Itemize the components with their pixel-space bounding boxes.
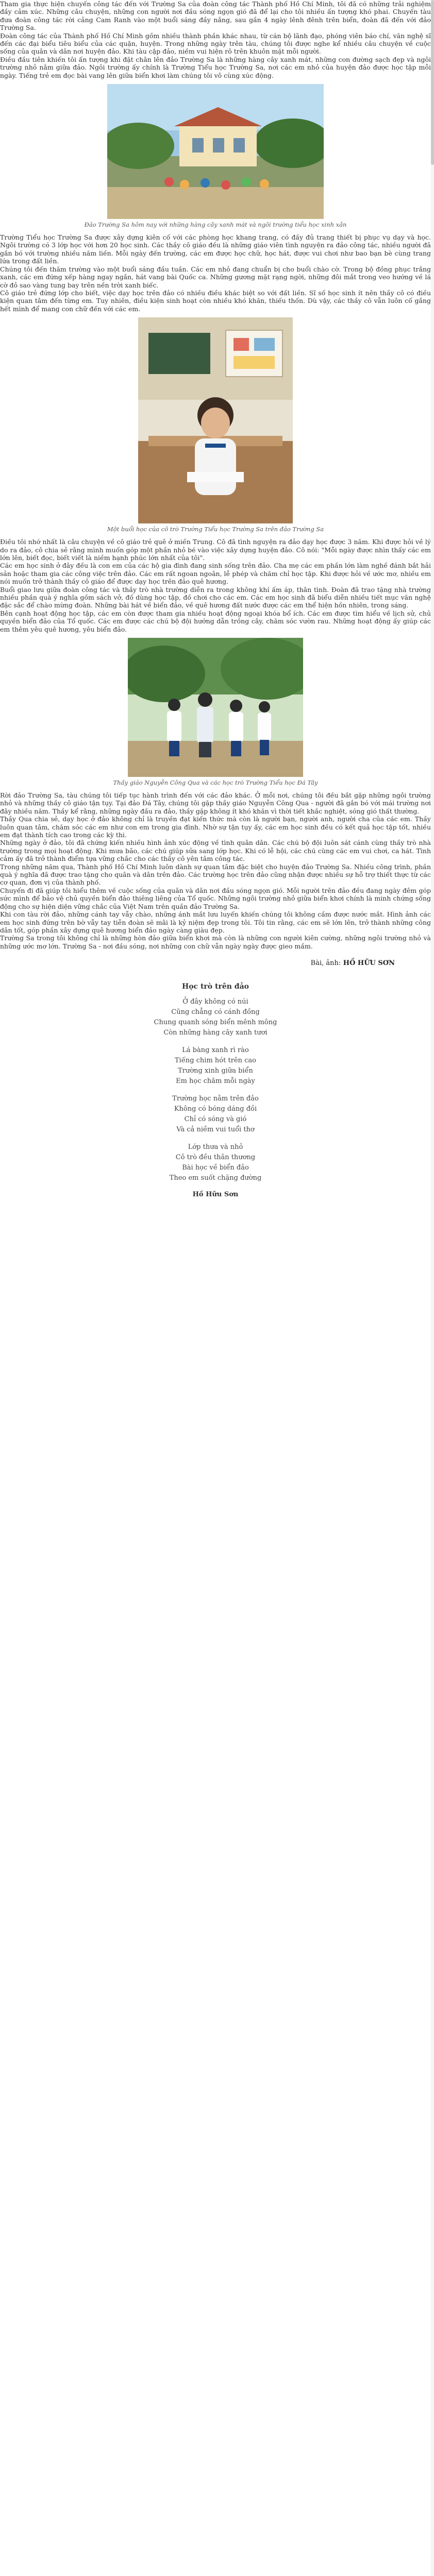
poem-line: Theo em suốt chặng đường (169, 1174, 262, 1182)
photo-island-school-image (107, 84, 324, 219)
article-paragraph: Tham gia thực hiện chuyến công tác đến với Trường Sa của đoàn công tác Thành phố Hồ Chí Minh, tôi đã có những trải nghiệm đầy cảm xúc. Những câu chuyện, những con người nơi đầu sóng ngọn gió đã để lại cho tôi nhiều ấn tượng khó phai. Chuyến tàu đưa đoàn công tác rời cảng Cam Ranh vào một buổi sáng đầy nắng, sau gần 4 ngày lênh đênh trên biển, đoàn đã đến với đảo Trường Sa. (0, 0, 431, 32)
article-section-1 (0, 0, 431, 79)
poem-stanza (87, 1142, 344, 1183)
page-scrollbar[interactable] (431, 0, 434, 2576)
poem-line: Và cả niềm vui tuổi thơ (176, 1126, 255, 1134)
poem-line: Chỉ có sóng và gió (184, 1115, 247, 1124)
poem-line: Lớp thưa và nhỏ (188, 1143, 243, 1151)
article-paragraph: Những ngày ở đảo, tôi đã chứng kiến nhiều hình ảnh xúc động về tình quân dân. Các chú bộ đội luôn sát cánh cùng thầy trò nhà trường trong mọi hoạt động. Khi mưa bão, các chú giúp sửa sang lớp học. Khi có lễ hội, các chú cùng các em vui chơi, ca hát. Tình cảm ấy đã trở thành điểm tựa vững chắc cho các thầy cô yên tâm công tác. (0, 839, 431, 863)
poem-line: Lá bàng xanh rì rào (182, 1046, 249, 1055)
article-paragraph: Chuyến đi đã giúp tôi hiểu thêm về cuộc sống của quân và dân nơi đầu sóng ngọn gió. Mỗi người trên đảo đều đang ngày đêm góp sức mình để bảo vệ chủ quyền biển đảo thiêng liêng của Tổ quốc. Những ngôi trường nhỏ giữa biển khơi chính là minh chứng sống động cho sự hiện diện vững chắc của Việt Nam trên quần đảo Trường Sa. (0, 886, 431, 910)
poem-line: Tiếng chim hót trên cao (175, 1057, 256, 1065)
poem-line: Trường xinh giữa biển (178, 1067, 253, 1075)
article-paragraph: Đoàn công tác của Thành phố Hồ Chí Minh gồm nhiều thành phần khác nhau, từ cán bộ lãnh đạo, phóng viên báo chí, văn nghệ sĩ đến các đại biểu tiêu biểu của các quận, huyện. Trong những ngày trên tàu, chúng tôi được nghe kể nhiều câu chuyện về cuộc sống của quân và dân nơi huyện đảo. Khi tàu cập đảo, niềm vui hiện rõ trên khuôn mặt mỗi người. (0, 31, 431, 56)
photo-caption: Đảo Trường Sa hôm nay với những hàng cây xanh mát và ngôi trường tiểu học xinh xắn (84, 221, 347, 229)
poem-line: Bài học về biển đảo (182, 1164, 249, 1172)
poem-line: Em học chăm mỗi ngày (176, 1077, 255, 1086)
article-section-3 (0, 538, 431, 633)
poem-stanza (87, 1045, 344, 1087)
photo-teacher-students-image (128, 638, 303, 777)
photo-classroom-image (138, 317, 293, 523)
article-photo-classroom (138, 317, 293, 523)
article-photo-teacher-students (128, 638, 303, 777)
article-paragraph: Các em học sinh ở đây đều là con em của các hộ gia đình đang sinh sống trên đảo. Cha mẹ các em phần lớn làm nghề đánh bắt hải sản hoặc tham gia các công việc trên đảo. Các em rất ngoan ngoãn, lễ phép và chăm chỉ học tập. Khi được hỏi về ước mơ, nhiều em nói muốn trở thành thầy cô giáo để được dạy học trên đảo quê hương. (0, 562, 431, 586)
poem-line: Trường học nằm trên đảo (172, 1095, 259, 1103)
poem-line: Chung quanh sóng biển mênh mông (154, 1019, 277, 1027)
scrollbar-thumb[interactable] (431, 0, 434, 165)
poem-title: Học trò trên đảo (181, 982, 249, 991)
poem (87, 982, 344, 1198)
article (0, 0, 431, 1198)
article-paragraph: Trong những năm qua, Thành phố Hồ Chí Minh luôn dành sự quan tâm đặc biệt cho huyện đảo Trường Sa. Nhiều công trình, phần quà ý nghĩa đã được trao tặng cho quân và dân trên đảo. Các trường học trên đảo cũng nhận được nhiều sự hỗ trợ thiết thực từ các cơ quan, đơn vị của thành phố. (0, 862, 431, 887)
poem-line: Cô trò đều thân thương (175, 1154, 256, 1162)
article-section-4 (0, 791, 431, 950)
photo-caption: Thầy giáo Nguyễn Công Qua và các học trò Trường Tiểu học Đá Tây (113, 779, 318, 786)
article-paragraph: Thầy Qua chia sẻ, dạy học ở đảo không chỉ là truyền đạt kiến thức mà còn là người bạn, người anh, người cha của các em. Thầy luôn quan tâm, chăm sóc các em như con em trong gia đình. Nhờ sự tận tụy ấy, các em học sinh đều có kết quả học tập tốt, nhiều em đạt thành tích cao trong các kỳ thi. (0, 815, 431, 839)
poem-stanza (87, 997, 344, 1038)
byline-author: HỒ HỮU SƠN (343, 959, 395, 968)
byline-label: Bài, ảnh: (310, 959, 341, 968)
photo-caption: Một buổi học của cô trò Trường Tiểu học Trường Sa trên đảo Trường Sa (107, 526, 324, 533)
poem-line: Ở đây không có núi (182, 998, 248, 1006)
article-photo-island-school (107, 84, 324, 219)
article-paragraph: Trường Sa trong tôi không chỉ là những hòn đảo giữa biển khơi mà còn là những con người kiên cường, những ngôi trường nhỏ và những ước mơ lớn. Trường Sa - nơi đầu sóng, nơi những con chữ vẫn ngày ngày được gieo mầm. (0, 934, 431, 950)
article-paragraph: Bên cạnh hoạt động học tập, các em còn được tham gia nhiều hoạt động ngoại khóa bổ ích. Các em được tìm hiểu về lịch sử, chủ quyền biển đảo của Tổ quốc. Các em được các chú bộ đội hướng dẫn trồng cây, chăm sóc vườn rau. Những hoạt động ấy giúp các em thêm yêu quê hương, yêu biển đảo. (0, 609, 431, 633)
article-paragraph: Điều tôi nhớ nhất là câu chuyện về cô giáo trẻ quê ở miền Trung. Cô đã tình nguyện ra đảo dạy học được 3 năm. Khi được hỏi về lý do ra đảo, cô chia sẻ rằng mình muốn góp một phần nhỏ bé vào việc xây dựng huyện đảo. Cô nói: "Mỗi ngày được nhìn thấy các em lớn lên, biết đọc, biết viết là niềm hạnh phúc lớn nhất của tôi". (0, 538, 431, 562)
article-paragraph: Khi con tàu rời đảo, những cánh tay vẫy chào, những ánh mắt lưu luyến khiến chúng tôi không cầm được nước mắt. Hình ảnh các em học sinh đứng trên bờ vẫy tay tiễn đoàn sẽ mãi là kỷ niệm đẹp trong tôi. Tôi tin rằng, các em sẽ lớn lên, trở thành những công dân tốt, góp phần xây dựng quê hương biển đảo ngày càng giàu đẹp. (0, 910, 431, 934)
article-section-2 (0, 233, 431, 313)
article-byline (0, 959, 395, 967)
poem-line: Còn những hàng cây xanh tươi (163, 1029, 268, 1037)
article-paragraph: Trường Tiểu học Trường Sa được xây dựng kiên cố với các phòng học khang trang, có đầy đủ trang thiết bị phục vụ dạy và học. Ngôi trường có 3 lớp học với hơn 20 học sinh. Các thầy cô giáo đều là những giáo viên tình nguyện ra đảo công tác, nhiều người đã gắn bó với trường nhiều năm liền. Mỗi ngày đến trường, các em được học chữ, học hát, được vui chơi như bao bạn bè cùng trang lứa trong đất liền. (0, 233, 431, 265)
article-paragraph: Buổi giao lưu giữa đoàn công tác và thầy trò nhà trường diễn ra trong không khí ấm áp, thân tình. Đoàn đã trao tặng nhà trường nhiều phần quà ý nghĩa gồm sách vở, đồ dùng học tập, đồ chơi cho các em. Các em học sinh đã biểu diễn nhiều tiết mục văn nghệ đặc sắc để chào mừng đoàn. Những bài hát về biển đảo, về quê hương đất nước được các em thể hiện hồn nhiên, trong sáng. (0, 585, 431, 609)
article-paragraph: Cô giáo trẻ đứng lớp cho biết, việc dạy học trên đảo có nhiều điều khác biệt so với đất liền. Sĩ số học sinh ít nên thầy cô có điều kiện quan tâm đến từng em. Tuy nhiên, điều kiện sinh hoạt còn nhiều khó khăn, thiếu thốn. Dù vậy, các thầy cô vẫn luôn cố gắng hết mình để mang con chữ đến với các em. (0, 289, 431, 313)
article-paragraph: Điều đầu tiên khiến tôi ấn tượng khi đặt chân lên đảo Trường Sa là những hàng cây xanh mát, những con đường sạch đẹp và ngôi trường nhỏ nằm giữa đảo. Ngôi trường ấy chính là Trường Tiểu học Trường Sa, nơi các em nhỏ của huyện đảo được học tập mỗi ngày. Tiếng trẻ em đọc bài vang lên giữa biển khơi làm chúng tôi vô cùng xúc động. (0, 55, 431, 79)
article-paragraph: Chúng tôi đến thăm trường vào một buổi sáng đầu tuần. Các em nhỏ đang chuẩn bị cho buổi chào cờ. Trong bộ đồng phục trắng xanh, các em đứng xếp hàng ngay ngắn, hát vang bài Quốc ca. Những gương mặt rạng ngời, những đôi mắt trong veo hướng về lá cờ đỏ sao vàng tung bay trên nền trời xanh biếc. (0, 265, 431, 289)
poem-stanza (87, 1094, 344, 1135)
poem-author: Hồ Hữu Sơn (192, 1191, 239, 1199)
poem-line: Cũng chẳng có cánh đồng (171, 1008, 260, 1016)
poem-line: Không có bóng dáng đồi (174, 1105, 257, 1113)
article-paragraph: Rời đảo Trường Sa, tàu chúng tôi tiếp tục hành trình đến với các đảo khác. Ở mỗi nơi, chúng tôi đều bắt gặp những ngôi trường nhỏ và những thầy cô giáo tận tụy. Tại đảo Đá Tây, chúng tôi gặp thầy giáo Nguyễn Công Qua - người đã gắn bó với mái trường nơi đây nhiều năm. Thầy kể rằng, những ngày đầu ra đảo, thầy gặp không ít khó khăn vì thời tiết khắc nghiệt, sóng gió thất thường. (0, 791, 431, 815)
